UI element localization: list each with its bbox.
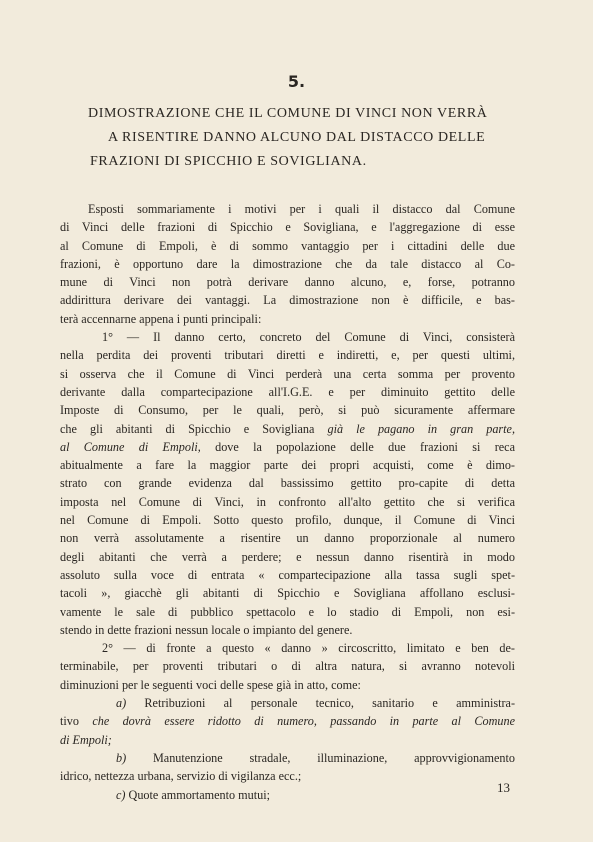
text-line: nella perdita dei proventi tributari diretti e indiretti, e, per questi ultimi, (60, 348, 515, 363)
text-line (60, 731, 515, 749)
text-line: frazioni, è opportuno dare la dimostrazione che da tale distacco al Co- (60, 256, 515, 271)
text-segment: Retribuzioni al personale tecnico, sanitario e amministra- (126, 696, 515, 711)
chapter-number: 5. (287, 72, 306, 91)
list-marker: c) (116, 787, 126, 802)
text-line: Esposti sommariamente i motivi per i quali il distacco dal Comune (88, 202, 515, 216)
list-marker: b) (116, 750, 127, 765)
page-number: 13 (497, 780, 510, 795)
text-line: abitualmente a fare la maggior parte dei propri acquisti, come è dimo- (60, 458, 515, 473)
text-line: idrico, nettezza urbana, servizio di vigilanza ecc.; (60, 769, 302, 784)
text-line: nel Comune di Empoli. Sotto questo profilo, dunque, il Comune di Vinci (60, 513, 515, 528)
text-line: derivante dalla compartecipazione all'I.G.E. e per diminuito gettito delle (60, 384, 515, 399)
italic-segment: al Comune di Empoli, (60, 439, 201, 454)
text-line: strato con grande evidenza dal bassissimo gettito pro-capite di detta (60, 476, 515, 491)
text-segment: Manutenzione stradale, illuminazione, approvvigionamento (126, 750, 515, 765)
text-line (60, 786, 515, 804)
text-line (60, 420, 515, 438)
list-marker: a) (116, 696, 127, 711)
text-line: non verrà assolutamente a risentire un danno proporzionale al numero (60, 531, 515, 546)
text-segment: dove la popolazione delle due frazioni si reca (200, 439, 515, 454)
text-line (60, 712, 515, 730)
title-line-3: FRAZIONI DI SPICCHIO E SOVIGLIANA. (90, 154, 367, 169)
text-line: di Vinci delle frazioni di Spicchio e Sovigliana, e l'aggregazione di esse (60, 220, 515, 235)
text-line: tacoli », giacchè gli abitanti di Spicchio e Sovigliana affollano esclusi- (60, 586, 515, 601)
text-line: assoluto sulla voce di entrata « compartecipazione alla tassa sugli spet- (60, 567, 515, 582)
text-line: si osserva che il Comune di Vinci perderà una certa somma per provento (60, 366, 515, 381)
text-line: degli abitanti che verrà a perdere; e nessun danno risentirà in modo (60, 549, 515, 564)
title-line-2: A RISENTIRE DANNO ALCUNO DAL DISTACCO DELLE (108, 130, 486, 145)
text-line: Imposte di Consumo, per le quali, però, si può sicuramente affermare (60, 403, 515, 418)
text-line: addirittura derivare dei vantaggi. La dimostrazione non è difficile, e bas- (60, 293, 515, 308)
text-line: vamente le sale di pubblico spettacolo e lo stadio di Empoli, non esi- (60, 604, 515, 619)
italic-segment: di Empoli; (60, 732, 112, 747)
text-line: terminabile, per proventi tributari o di altra natura, si avranno notevoli (60, 659, 515, 674)
text-line: al Comune di Empoli, è di sommo vantaggio per i cittadini delle due (60, 238, 515, 253)
text-segment: tivo (60, 714, 93, 729)
text-segment: Quote ammortamento mutui; (125, 787, 270, 802)
text-line: terà accennarne appena i punti principali: (60, 311, 262, 326)
text-line: mune di Vinci non potrà derivare danno alcuno, e, forse, potranno (60, 275, 515, 290)
text-line: diminuzioni per le seguenti voci delle spese già in atto, come: (60, 677, 361, 692)
text-line (60, 438, 515, 456)
text-segment: che gli abitanti di Spicchio e Sovigliana (60, 421, 328, 436)
text-line: 2° — di fronte a questo « danno » circoscritto, limitato e ben de- (102, 641, 515, 656)
text-line (60, 749, 515, 767)
text-line: stendo in dette frazioni nessun locale o impianto del genere. (60, 622, 353, 637)
body-text (60, 200, 515, 804)
italic-segment: già le pagano in gran parte, (327, 421, 516, 436)
text-line: 1° — Il danno certo, concreto del Comune di Vinci, consisterà (102, 330, 515, 345)
title-line-1: DIMOSTRAZIONE CHE IL COMUNE DI VINCI NON VERRÀ (88, 106, 488, 121)
text-line: imposta nel Comune di Vinci, in confronto all'alto gettito che si verifica (60, 494, 515, 509)
italic-segment: che dovrà essere ridotto di numero, passando in parte al Comune (92, 714, 515, 729)
text-line (60, 694, 515, 712)
